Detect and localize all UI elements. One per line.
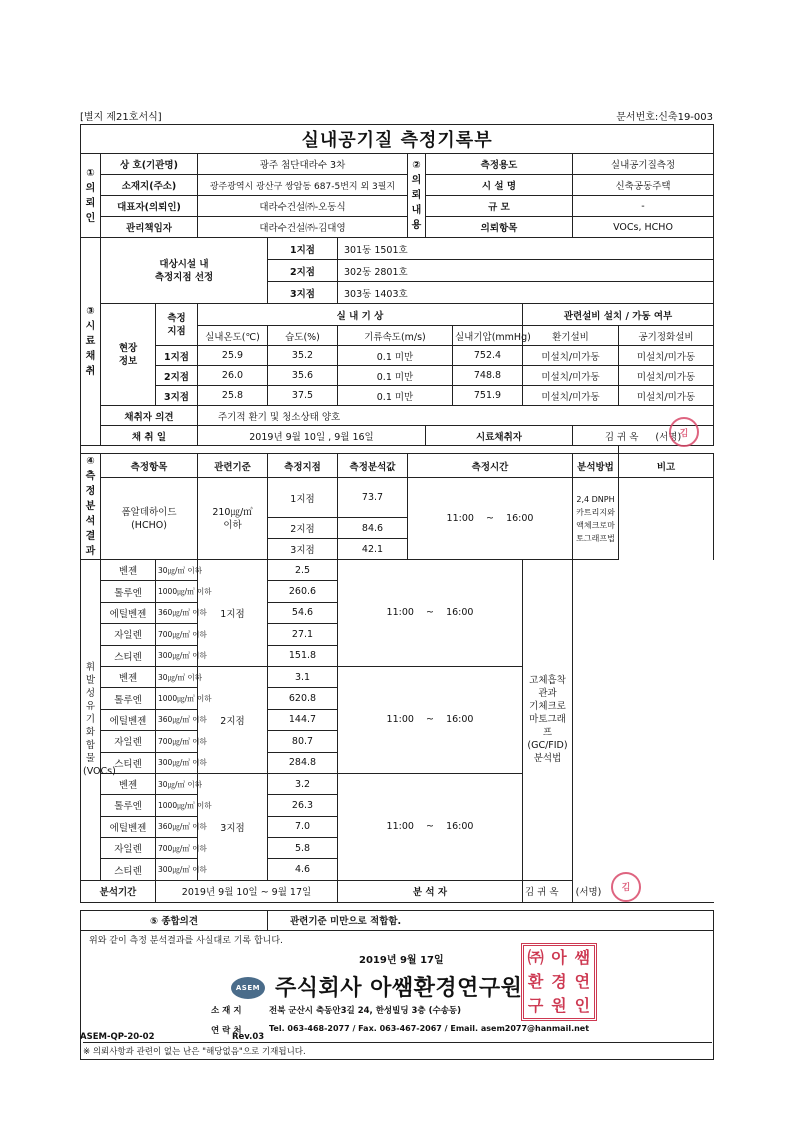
voc-name: 휘발성 유기 화합물 (VOCs) xyxy=(81,560,101,881)
compound-standard: 1000㎍/㎥ 이하 xyxy=(156,688,198,709)
temp-cell: 25.8 xyxy=(198,386,268,406)
document-code: ASEM-QP-20-02 xyxy=(80,1032,155,1042)
revision: Rev.03 xyxy=(232,1032,265,1042)
compound-standard: 360㎍/㎥ 이하 xyxy=(156,602,198,623)
analyst-name-cell xyxy=(523,880,631,902)
compound-standard: 700㎍/㎥ 이하 xyxy=(156,731,198,752)
section1-label: ① 의 뢰 인 xyxy=(81,154,101,238)
voc-value: 2.5 xyxy=(268,560,338,581)
sampler-label: 시료채취자 xyxy=(426,426,573,446)
voc-value: 4.6 xyxy=(268,859,338,880)
voc-value: 5.8 xyxy=(268,838,338,859)
hcho-standard: 210㎍/㎥ 이하 xyxy=(198,478,268,560)
temp-cell: 26.0 xyxy=(198,366,268,386)
scale-value: - xyxy=(573,196,714,217)
representative-value: 대라수건설㈜-오동식 xyxy=(198,196,408,217)
address-label: 소 재 지 xyxy=(211,1005,242,1016)
section2-label: ② 의 뢰 내 용 xyxy=(408,154,426,238)
measurement-record-table xyxy=(80,124,714,1060)
hcho-method: 2,4 DNPH 카트리지와 액체크로마토그래프법 xyxy=(573,478,619,560)
compound-name: 스티렌 xyxy=(101,752,156,773)
sampler-opinion-label: 채취자 의견 xyxy=(101,406,198,426)
hcho-point: 1지점 xyxy=(268,478,338,518)
client-name-label: 상 호(기관명) xyxy=(101,154,198,175)
standard-header: 관련기준 xyxy=(198,454,268,478)
compound-name: 스티렌 xyxy=(101,645,156,666)
table-row xyxy=(81,773,714,794)
point-col-header: 측정지점 xyxy=(268,454,338,478)
sampling-date-label: 채 취 일 xyxy=(101,426,198,446)
hcho-point: 3지점 xyxy=(268,539,338,560)
spacer-row xyxy=(81,902,714,910)
voc-time: 11:00 ~ 16:00 xyxy=(338,773,523,880)
address-value: 전북 군산시 축동안3길 24, 한성빌딩 3층 (수송동) xyxy=(269,1005,461,1016)
manager-label: 관리책임자 xyxy=(101,217,198,238)
compound-standard: 300㎍/㎥ 이하 xyxy=(156,645,198,666)
hcho-value: 73.7 xyxy=(338,478,408,518)
time-header: 측정시간 xyxy=(408,454,573,478)
contact-value: Tel. 063-468-2077 / Fax. 063-467-2067 / Email. asem2077@hanmail.net xyxy=(269,1023,590,1033)
humidity-cell: 37.5 xyxy=(268,386,338,406)
compound-standard: 360㎍/㎥ 이하 xyxy=(156,709,198,730)
signature-seal-icon: 김 xyxy=(611,872,641,902)
facility-header: 관련설비 설치 / 가동 여부 xyxy=(523,304,714,326)
voc-value: 3.1 xyxy=(268,666,338,687)
compound-name: 스티렌 xyxy=(101,859,156,880)
voc-time: 11:00 ~ 16:00 xyxy=(338,666,523,773)
address-value: 광주광역시 광산구 쌍암동 687-5번지 외 3필지 xyxy=(198,175,408,196)
humidity-header: 습도(%) xyxy=(268,326,338,346)
purifier-cell: 미설치/미가동 xyxy=(619,346,714,366)
section4-label: ④ 측 정 분 석 결 과 xyxy=(81,454,101,560)
site-label: 3지점 xyxy=(268,282,338,304)
voc-value: 260.6 xyxy=(268,581,338,602)
compound-standard: 1000㎍/㎥ 이하 xyxy=(156,581,198,602)
indoor-weather-header: 실 내 기 상 xyxy=(198,304,523,326)
compound-name: 벤젠 xyxy=(101,560,156,581)
compound-name: 에틸벤젠 xyxy=(101,816,156,837)
request-items-label: 의뢰항목 xyxy=(426,217,573,238)
voc-value: 151.8 xyxy=(268,645,338,666)
table-row xyxy=(81,366,714,386)
table-row xyxy=(81,386,714,406)
voc-value: 3.2 xyxy=(268,773,338,794)
humidity-cell: 35.6 xyxy=(268,366,338,386)
client-name-value: 광주 첨단대라수 3차 xyxy=(198,154,408,175)
section3-label: ③ 시 료 채 취 xyxy=(81,238,101,446)
airflow-header: 기류속도(m/s) xyxy=(338,326,453,346)
compound-standard: 700㎍/㎥ 이하 xyxy=(156,624,198,645)
item-header: 측정항목 xyxy=(101,454,198,478)
compound-name: 톨루엔 xyxy=(101,795,156,816)
site-value: 301동 1501호 xyxy=(338,238,714,260)
compound-name: 톨루엔 xyxy=(101,688,156,709)
voc-value: 144.7 xyxy=(268,709,338,730)
signature-seal-icon: 김 xyxy=(669,417,699,447)
company-seal-icon: ㈜ 아 쌤 환 경 연 구 원 인 xyxy=(521,943,597,1021)
overall-opinion: 관련기준 미만으로 적합함. xyxy=(268,910,714,930)
remark-header: 비고 xyxy=(619,454,714,478)
compound-standard: 300㎍/㎥ 이하 xyxy=(156,859,198,880)
representative-label: 대표자(의뢰인) xyxy=(101,196,198,217)
certification-area xyxy=(81,930,714,1059)
hcho-time: 11:00 ~ 16:00 xyxy=(408,478,573,560)
voc-value: 26.3 xyxy=(268,795,338,816)
voc-point: 3지점 xyxy=(198,773,268,880)
hcho-value: 42.1 xyxy=(338,539,408,560)
temp-header: 실내온도(℃) xyxy=(198,326,268,346)
note: ※ 의뢰사항과 관련이 없는 난은 "해당없음"으로 기재됩니다. xyxy=(83,1042,712,1057)
contact-label: 연 락 처 xyxy=(211,1025,242,1036)
compound-standard: 30㎍/㎥ 이하 xyxy=(156,773,198,794)
purpose-label: 측정용도 xyxy=(426,154,573,175)
voc-time: 11:00 ~ 16:00 xyxy=(338,560,523,667)
sampler-name: 김 귀 옥 xyxy=(604,431,639,443)
table-row xyxy=(81,666,714,687)
sampler-sign: (서명) xyxy=(655,431,682,443)
vent-cell: 미설치/미가동 xyxy=(523,386,619,406)
temp-cell: 25.9 xyxy=(198,346,268,366)
analysis-period-label: 분석기간 xyxy=(81,880,156,902)
purifier-cell: 미설치/미가동 xyxy=(619,366,714,386)
sampler-name-cell xyxy=(573,426,714,446)
pressure-cell: 748.8 xyxy=(453,366,523,386)
purifier-header: 공기정화설비 xyxy=(619,326,714,346)
scale-label: 규 모 xyxy=(426,196,573,217)
table-row xyxy=(81,560,714,581)
point-header: 측정 지점 xyxy=(156,304,198,346)
compound-name: 에틸벤젠 xyxy=(101,709,156,730)
point-cell: 2지점 xyxy=(156,366,198,386)
voc-value: 54.6 xyxy=(268,602,338,623)
pressure-header: 실내기압(mmHg) xyxy=(453,326,523,346)
facility-name-value: 신축공동주택 xyxy=(573,175,714,196)
compound-name: 자일렌 xyxy=(101,624,156,645)
spacer-row xyxy=(81,446,619,454)
vent-header: 환기설비 xyxy=(523,326,619,346)
analyst-name: 김 귀 옥 xyxy=(525,887,559,899)
compound-name: 벤젠 xyxy=(101,666,156,687)
compound-standard: 1000㎍/㎥ 이하 xyxy=(156,795,198,816)
request-items-value: VOCs, HCHO xyxy=(573,217,714,238)
voc-value: 7.0 xyxy=(268,816,338,837)
table-row xyxy=(81,346,714,366)
voc-method: 고체흡착관과 기체크로마토그래프 (GC/FID)분석법 xyxy=(523,560,573,881)
point-cell: 1지점 xyxy=(156,346,198,366)
voc-point: 1지점 xyxy=(198,560,268,667)
analyst-label: 분 석 자 xyxy=(338,880,523,902)
pressure-cell: 752.4 xyxy=(453,346,523,366)
facility-name-label: 시 설 명 xyxy=(426,175,573,196)
sampling-date-value: 2019년 9월 10일 , 9월 16일 xyxy=(198,426,426,446)
method-header: 분석방법 xyxy=(573,454,619,478)
hcho-value: 84.6 xyxy=(338,518,408,539)
statement: 위와 같이 측정 분석결과를 사실대로 기록 합니다. xyxy=(89,935,283,946)
hcho-point: 2지점 xyxy=(268,518,338,539)
address-label: 소재지(주소) xyxy=(101,175,198,196)
hcho-name: 폼알데하이드 (HCHO) xyxy=(101,478,198,560)
pressure-cell: 751.9 xyxy=(453,386,523,406)
airflow-cell: 0.1 미만 xyxy=(338,386,453,406)
site-label: 1지점 xyxy=(268,238,338,260)
voc-value: 284.8 xyxy=(268,752,338,773)
remark-cell xyxy=(619,478,714,560)
compound-standard: 30㎍/㎥ 이하 xyxy=(156,560,198,581)
voc-value: 80.7 xyxy=(268,731,338,752)
purpose-value: 실내공기질측정 xyxy=(573,154,714,175)
compound-standard: 360㎍/㎥ 이하 xyxy=(156,816,198,837)
manager-value: 대라수건설㈜-김대영 xyxy=(198,217,408,238)
form-label: [별지 제21호서식] xyxy=(80,112,162,123)
compound-name: 자일렌 xyxy=(101,838,156,859)
purifier-cell: 미설치/미가동 xyxy=(619,386,714,406)
compound-standard: 300㎍/㎥ 이하 xyxy=(156,752,198,773)
voc-value: 620.8 xyxy=(268,688,338,709)
issue-date: 2019년 9월 17일 xyxy=(359,954,444,966)
vent-cell: 미설치/미가동 xyxy=(523,366,619,386)
airflow-cell: 0.1 미만 xyxy=(338,346,453,366)
humidity-cell: 35.2 xyxy=(268,346,338,366)
compound-name: 벤젠 xyxy=(101,773,156,794)
point-cell: 3지점 xyxy=(156,386,198,406)
field-info-label: 현장 정보 xyxy=(101,304,156,406)
site-label: 2지점 xyxy=(268,260,338,282)
compound-name: 톨루엔 xyxy=(101,581,156,602)
compound-name: 자일렌 xyxy=(101,731,156,752)
document-number: 문서번호:신축19-003 xyxy=(616,112,713,123)
voc-value: 27.1 xyxy=(268,624,338,645)
voc-point: 2지점 xyxy=(198,666,268,773)
site-selection-label: 대상시설 내 측정지점 선정 xyxy=(101,238,268,304)
airflow-cell: 0.1 미만 xyxy=(338,366,453,386)
site-value: 302동 2801호 xyxy=(338,260,714,282)
compound-standard: 30㎍/㎥ 이하 xyxy=(156,666,198,687)
vent-cell: 미설치/미가동 xyxy=(523,346,619,366)
compound-name: 에틸벤젠 xyxy=(101,602,156,623)
page-title: 실내공기질 측정기록부 xyxy=(81,125,714,154)
site-value: 303동 1403호 xyxy=(338,282,714,304)
company-name: 주식회사 아쌤환경연구원 xyxy=(275,975,523,1001)
value-header: 측정분석값 xyxy=(338,454,408,478)
asem-logo-icon: ASEM xyxy=(231,977,265,999)
analysis-period-value: 2019년 9월 10일 ~ 9월 17일 xyxy=(156,880,338,902)
compound-standard: 700㎍/㎥ 이하 xyxy=(156,838,198,859)
section5-label: ⑤ 종합의견 xyxy=(81,910,268,930)
analyst-sign: (서명) xyxy=(575,887,602,899)
sampler-opinion-value: 주기적 환기 및 청소상태 양호 xyxy=(198,406,714,426)
